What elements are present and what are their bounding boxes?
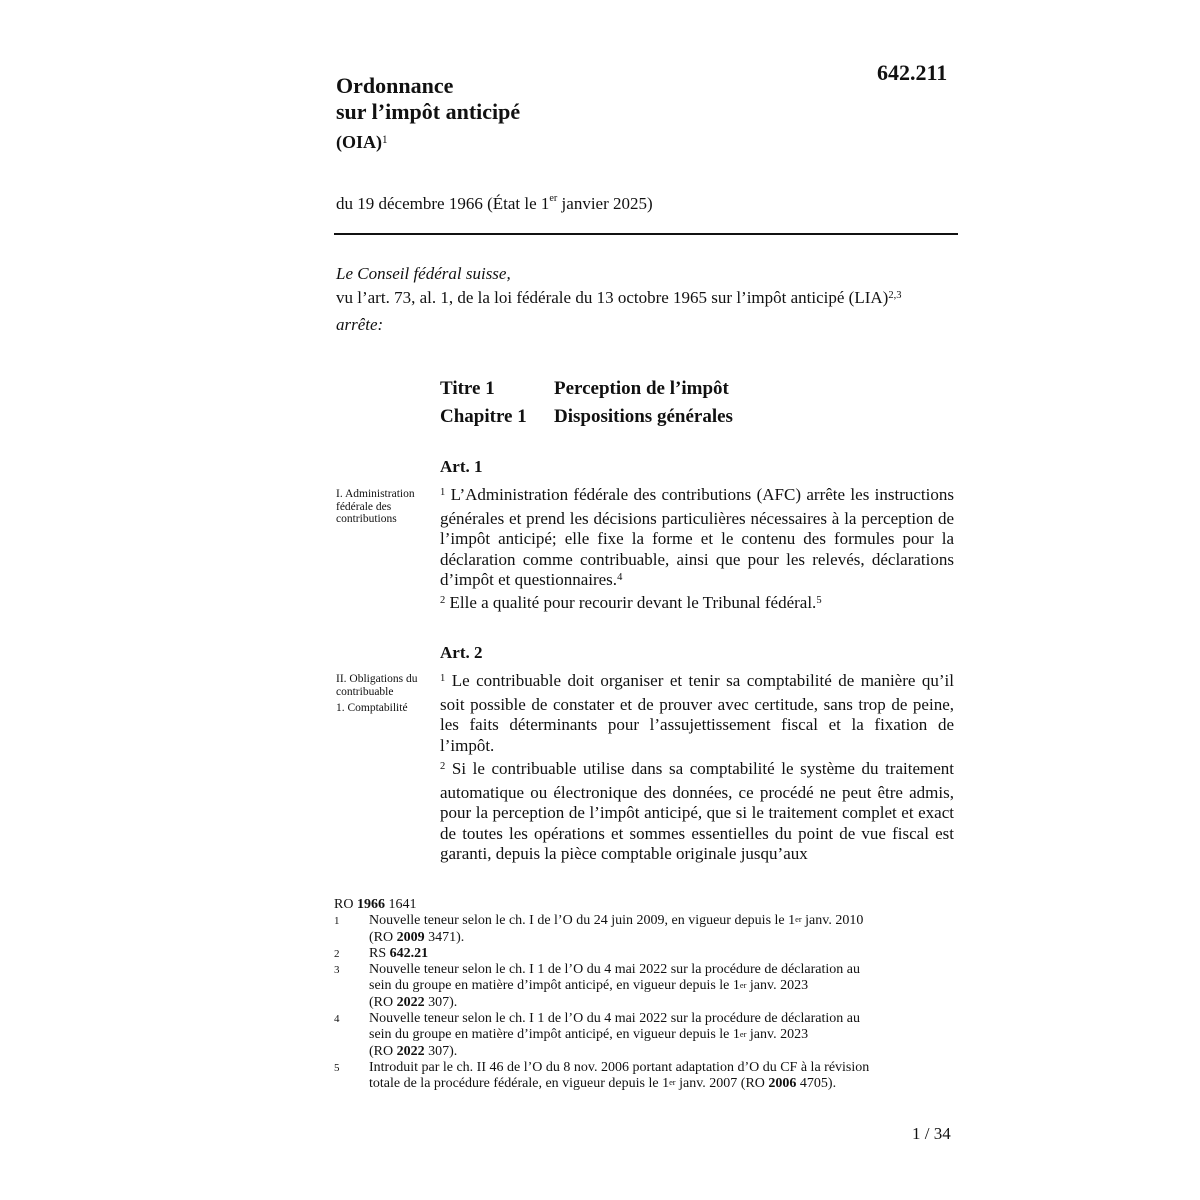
footnote-5: 5 Introduit par le ch. II 46 de l’O du 8 nov. 2006 portant adaptation d’O du CF à la révision totale de la procédure fédérale, en vigueur depuis le 1er janv. 2007 (RO 2006 4705). <box>334 1059 870 1092</box>
sr-number: 642.211 <box>877 60 948 85</box>
footnote-ref-2-3[interactable]: 2,3 <box>888 290 902 302</box>
footnote-ref-4[interactable]: 4 <box>617 572 623 584</box>
article-1-margin-note: I. Administration fédérale des contributions <box>336 488 415 525</box>
article-2-margin-note: II. Obligations du contribuable 1. Comptabilité <box>336 673 418 714</box>
title-line-1: Ordonnance <box>336 73 454 98</box>
article-1-paragraph-2: $^2$ Elle a qualité pour recourir devant le Tribunal fédéral.$^5$ <box>440 593 822 612</box>
document-title <box>336 73 520 158</box>
ro-reference: RO 1966 1641 <box>334 897 417 912</box>
footnotes <box>334 897 964 1093</box>
article-2-paragraph-2: $^2$ Si le contribuable utilise dans sa comptabilité le système du traitement automatique ou électronique des données, ce procédé ne peut être admis, pour la perception de l’impôt anticipé, que si le traitement complet et exact de toutes les opérations et sommes essentielles du point de vue fiscal est garanti, depuis la pièce comptable originale jusqu’aux <box>440 759 954 863</box>
header-rule <box>334 233 958 235</box>
date-line: du 19 décembre 1966 (État le 1er janvier 2025) <box>336 192 653 213</box>
preamble-decree: arrête: <box>336 315 384 334</box>
footnote-2: 2 RS 642.21 <box>334 945 429 961</box>
footnote-ref-5[interactable]: 5 <box>816 595 822 607</box>
title-abbreviation: (OIA)$^1$ <box>336 132 388 152</box>
title-heading: Titre 1 Perception de l’impôt <box>440 378 729 399</box>
article-2-title: Art. 2 <box>440 643 483 662</box>
footnote-3: 3 Nouvelle teneur selon le ch. I 1 de l’O du 4 mai 2022 sur la procédure de déclaration au sein du groupe en matière d’impôt anticipé, en vigueur depuis le 1er janv. 2023 (RO 2022 307). <box>334 962 860 1010</box>
page-number: 1 / 34 <box>912 1124 951 1143</box>
article-2-paragraph-1: $^1$ Le contribuable doit organiser et tenir sa comptabilité de manière qu’il soit possible de constater et de prouver avec certitude, sans trop de peine, les faits déterminants pour l’assujettissement fiscal et la fixation de l’impôt. <box>440 671 954 755</box>
preamble-basis: vu l’art. 73, al. 1, de la loi fédérale du 13 octobre 1965 sur l’impôt anticipé (LIA)$^{2,3}$ <box>336 288 902 307</box>
preamble <box>336 262 902 337</box>
article-1-title: Art. 1 <box>440 457 483 476</box>
article-1-paragraph-1: $^1$ L’Administration fédérale des contributions (AFC) arrête les instructions générales et prend les décisions particulières nécessaires à la perception de l’impôt anticipé; elle fixe la forme et le contenu des formules pour la déclaration comme contribuable, ainsi que pour les relevés, déclarations d’impôt et questionnaires.$^4$ <box>440 485 954 589</box>
footnote-1: 1 Nouvelle teneur selon le ch. I de l’O du 24 juin 2009, en vigueur depuis le 1er janv. 2010 (RO 2009 3471). <box>334 913 864 945</box>
preamble-authority: Le Conseil fédéral suisse, <box>336 264 511 283</box>
chapter-heading: Chapitre 1 Dispositions générales <box>440 406 733 427</box>
title-line-2: sur l’impôt anticipé <box>336 99 521 124</box>
footnote-ref-1[interactable]: 1 <box>382 133 388 146</box>
footnote-4: 4 Nouvelle teneur selon le ch. I 1 de l’O du 4 mai 2022 sur la procédure de déclaration au sein du groupe en matière d’impôt anticipé, en vigueur depuis le 1er janv. 2023 (RO 2022 307). <box>334 1011 860 1059</box>
